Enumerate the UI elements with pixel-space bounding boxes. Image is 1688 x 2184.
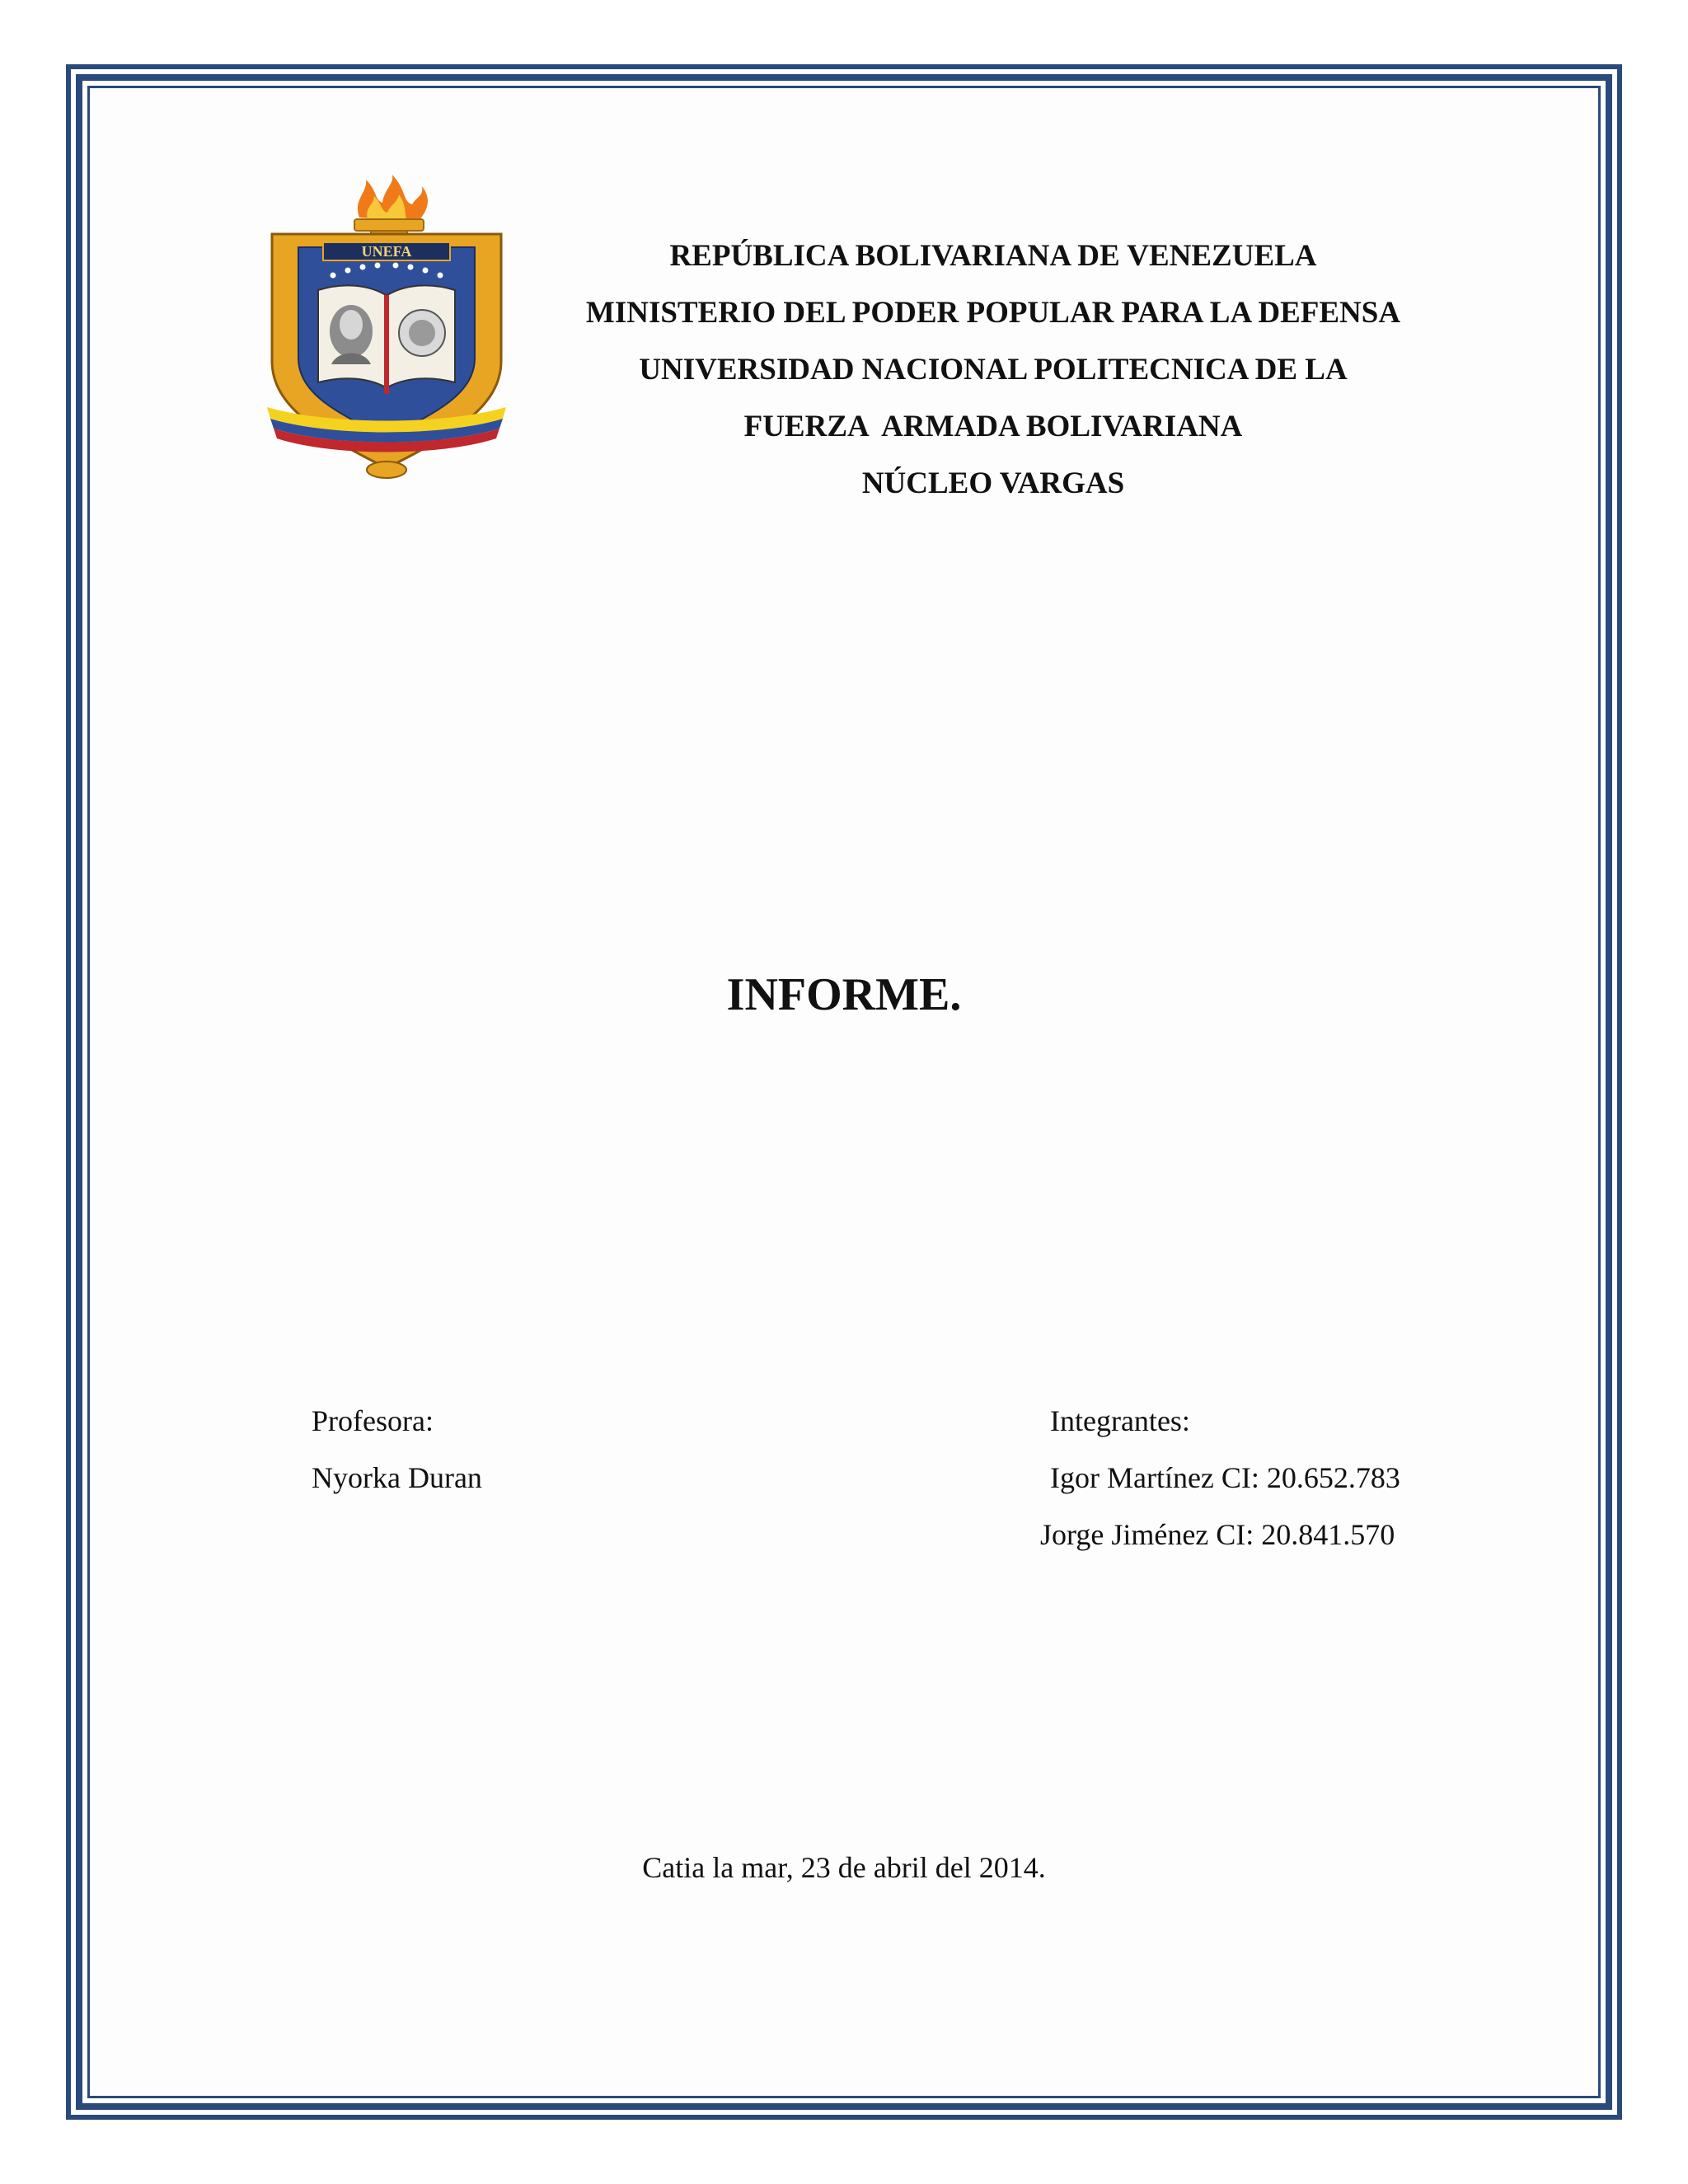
institution-header — [511, 227, 1475, 512]
document-title: INFORME. — [726, 969, 962, 1020]
member-item: Jorge Jiménez CI: 20.841.570 — [1040, 1518, 1395, 1551]
members-label: Integrantes: — [1050, 1404, 1190, 1437]
member-item: Igor Martínez CI: 20.652.783 — [1050, 1461, 1400, 1494]
svg-text:UNEFA: UNEFA — [361, 243, 412, 260]
place-date-line: Catia la mar, 23 de abril del 2014. — [642, 1851, 1046, 1884]
professor-block — [312, 1393, 482, 1507]
unefa-logo — [262, 175, 511, 481]
header-line-campus: NÚCLEO VARGAS — [861, 466, 1125, 500]
header-line-republic: REPÚBLICA BOLIVARIANA DE VENEZUELA — [669, 239, 1317, 273]
members-block — [1040, 1393, 1400, 1563]
professor-label: Profesora: — [312, 1404, 434, 1437]
header-line-armed-forces: FUERZA ARMADA BOLIVARIANA — [743, 410, 1243, 443]
header-line-university: UNIVERSIDAD NACIONAL POLITECNICA DE LA — [639, 353, 1348, 387]
unefa-crest-icon — [262, 175, 511, 481]
professor-name: Nyorka Duran — [312, 1461, 482, 1494]
header-line-ministry: MINISTERIO DEL PODER POPULAR PARA LA DEFENSA — [585, 296, 1401, 330]
